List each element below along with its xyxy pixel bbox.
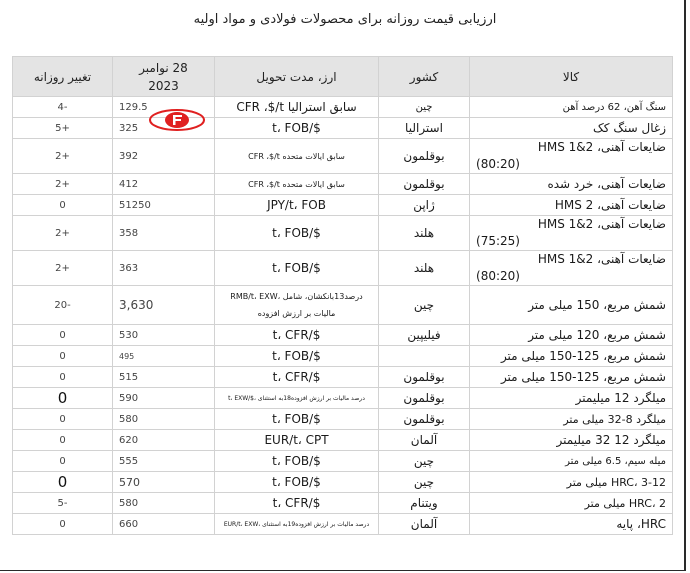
terms-cell: سابق استرالیا CFR ،$/t bbox=[215, 97, 379, 118]
terms-cell: $/t، CFR bbox=[215, 493, 379, 514]
change-cell: -4 bbox=[13, 97, 113, 118]
price-cell: 660 bbox=[113, 514, 215, 535]
change-cell: 0 bbox=[13, 451, 113, 472]
change-cell: +2 bbox=[13, 174, 113, 195]
change-cell: 0 bbox=[13, 367, 113, 388]
terms-cell: $/t، FOB bbox=[215, 251, 379, 286]
change-cell: 0 bbox=[13, 346, 113, 367]
country-cell: چین bbox=[379, 286, 470, 325]
item-cell: زغال سنگ کک bbox=[470, 118, 673, 139]
terms-line2: مالیات بر ارزش افزوده bbox=[257, 309, 336, 318]
terms-cell bbox=[215, 286, 379, 325]
change-cell: -20 bbox=[13, 286, 113, 325]
price-cell: 412 bbox=[113, 174, 215, 195]
item-cell: میلگرد 12 میلیمتر bbox=[470, 388, 673, 409]
item-cell: HRC، 3-12 میلی متر bbox=[470, 472, 673, 493]
change-cell: 0 bbox=[13, 409, 113, 430]
table-row bbox=[13, 388, 673, 409]
table-row bbox=[13, 514, 673, 535]
price-table-container bbox=[12, 56, 672, 535]
table-row bbox=[13, 325, 673, 346]
price-cell: 129.5 bbox=[113, 97, 215, 118]
item-cell: HRC، 2 میلی متر bbox=[470, 493, 673, 514]
table-row bbox=[13, 195, 673, 216]
price-cell: 570 bbox=[113, 472, 215, 493]
terms-cell: EUR/t، CPT bbox=[215, 430, 379, 451]
change-cell: 0 bbox=[13, 514, 113, 535]
item-line1: ضایعات آهنی، HMS 1&2 bbox=[537, 140, 666, 154]
table-row bbox=[13, 493, 673, 514]
item-cell: میلگرد 8-32 میلی متر bbox=[470, 409, 673, 430]
table-row bbox=[13, 97, 673, 118]
country-cell: بوقلمون bbox=[379, 139, 470, 174]
price-cell: 590 bbox=[113, 388, 215, 409]
table-row bbox=[13, 174, 673, 195]
page-title: ارزیابی قیمت روزانه برای محصولات فولادی و مواد اولیه bbox=[193, 12, 497, 27]
price-cell: 530 bbox=[113, 325, 215, 346]
table-row bbox=[13, 118, 673, 139]
country-cell: بوقلمون bbox=[379, 174, 470, 195]
header-date bbox=[113, 57, 215, 97]
item-cell bbox=[470, 251, 673, 286]
table-row bbox=[13, 430, 673, 451]
table-row bbox=[13, 472, 673, 493]
price-cell: 495 bbox=[113, 346, 215, 367]
terms-cell: $/t، FOB bbox=[215, 472, 379, 493]
country-cell: فیلیپین bbox=[379, 325, 470, 346]
change-cell: 0 bbox=[13, 388, 113, 409]
terms-cell: درصد مالیات بر ارزش افزوده19به استثنای ،EUR/t، EXW bbox=[215, 514, 379, 535]
country-cell: هلند bbox=[379, 251, 470, 286]
price-cell: 620 bbox=[113, 430, 215, 451]
item-line1: ضایعات آهنی، HMS 1&2 bbox=[537, 217, 666, 231]
terms-cell: JPY/t، FOB bbox=[215, 195, 379, 216]
change-cell: +2 bbox=[13, 139, 113, 174]
table-row bbox=[13, 367, 673, 388]
price-cell: 325 bbox=[113, 118, 215, 139]
country-cell: چین bbox=[379, 472, 470, 493]
terms-cell: $/t، FOB bbox=[215, 346, 379, 367]
header-date-line2: 2023 bbox=[148, 78, 179, 93]
country-cell: بوقلمون bbox=[379, 409, 470, 430]
header-terms: ارز، مدت تحویل bbox=[215, 57, 379, 97]
item-cell: ضایعات آهنی، خرد شده bbox=[470, 174, 673, 195]
price-cell: 3,630 bbox=[113, 286, 215, 325]
terms-cell: $/t، FOB bbox=[215, 216, 379, 251]
table-row bbox=[13, 286, 673, 325]
item-cell: شمش مربع، 125-150 میلی متر bbox=[470, 367, 673, 388]
item-cell: ضایعات آهنی، HMS 2 bbox=[470, 195, 673, 216]
item-cell: شمش مربع، 125-150 میلی متر bbox=[470, 346, 673, 367]
price-cell: 580 bbox=[113, 409, 215, 430]
price-cell: 392 bbox=[113, 139, 215, 174]
change-cell: 0 bbox=[13, 195, 113, 216]
terms-cell: $/t، CFR bbox=[215, 325, 379, 346]
price-cell: 555 bbox=[113, 451, 215, 472]
brand-logo bbox=[148, 108, 206, 132]
country-cell: آلمان bbox=[379, 430, 470, 451]
terms-cell: $/t، FOB bbox=[215, 409, 379, 430]
change-cell: -5 bbox=[13, 493, 113, 514]
item-cell: میلگرد 12 32 میلیمتر bbox=[470, 430, 673, 451]
header-country: کشور bbox=[379, 57, 470, 97]
change-cell: +5 bbox=[13, 118, 113, 139]
terms-cell: $/t، FOB bbox=[215, 451, 379, 472]
country-cell: چین bbox=[379, 97, 470, 118]
country-cell: بوقلمون bbox=[379, 367, 470, 388]
terms-cell: سابق ایالات متحده CFR ،$/t bbox=[215, 174, 379, 195]
change-cell: 0 bbox=[13, 472, 113, 493]
item-line1: ضایعات آهنی، HMS 1&2 bbox=[537, 252, 666, 266]
country-cell: چین bbox=[379, 451, 470, 472]
change-cell: +2 bbox=[13, 216, 113, 251]
change-cell: +2 bbox=[13, 251, 113, 286]
country-cell: ویتنام bbox=[379, 493, 470, 514]
terms-cell: $/t، FOB bbox=[215, 118, 379, 139]
country-cell: آلمان bbox=[379, 514, 470, 535]
header-change: تغییر روزانه bbox=[13, 57, 113, 97]
change-cell: 0 bbox=[13, 325, 113, 346]
terms-cell: سابق ایالات متحده CFR ،$/t bbox=[215, 139, 379, 174]
country-cell: ژاپن bbox=[379, 195, 470, 216]
item-cell: شمش مربع، 150 میلی متر bbox=[470, 286, 673, 325]
price-cell: 580 bbox=[113, 493, 215, 514]
country-cell: استرالیا bbox=[379, 118, 470, 139]
country-cell: بوقلمون bbox=[379, 388, 470, 409]
terms-line1: درصد13بانکشان، شامل ،RMB/t، EXW bbox=[230, 292, 363, 301]
item-cell: شمش مربع، 120 میلی متر bbox=[470, 325, 673, 346]
item-cell bbox=[470, 216, 673, 251]
table-row bbox=[13, 346, 673, 367]
price-table bbox=[12, 56, 673, 535]
table-row bbox=[13, 409, 673, 430]
price-cell: 358 bbox=[113, 216, 215, 251]
price-cell: 515 bbox=[113, 367, 215, 388]
item-line2: (80:20) bbox=[476, 269, 520, 283]
header-date-line1: 28 نوامبر bbox=[139, 60, 188, 75]
item-cell: میله سیم، 6.5 میلی متر bbox=[470, 451, 673, 472]
country-cell: هلند bbox=[379, 216, 470, 251]
terms-cell: $/t، CFR bbox=[215, 367, 379, 388]
item-cell: HRC، پایه bbox=[470, 514, 673, 535]
table-row bbox=[13, 139, 673, 174]
table-row bbox=[13, 216, 673, 251]
item-cell: سنگ آهن، 62 درصد آهن bbox=[470, 97, 673, 118]
item-line2: (75:25) bbox=[476, 234, 520, 248]
country-cell bbox=[379, 346, 470, 367]
item-cell bbox=[470, 139, 673, 174]
price-cell: 363 bbox=[113, 251, 215, 286]
terms-cell: درصد مالیات بر ارزش افزوده18به استثنای ،$/t، EXW bbox=[215, 388, 379, 409]
header-item: کالا bbox=[470, 57, 673, 97]
change-cell: 0 bbox=[13, 430, 113, 451]
item-line2: (80:20) bbox=[476, 157, 520, 171]
table-row bbox=[13, 451, 673, 472]
table-row bbox=[13, 251, 673, 286]
table-header-row bbox=[13, 57, 673, 97]
price-cell: 51250 bbox=[113, 195, 215, 216]
